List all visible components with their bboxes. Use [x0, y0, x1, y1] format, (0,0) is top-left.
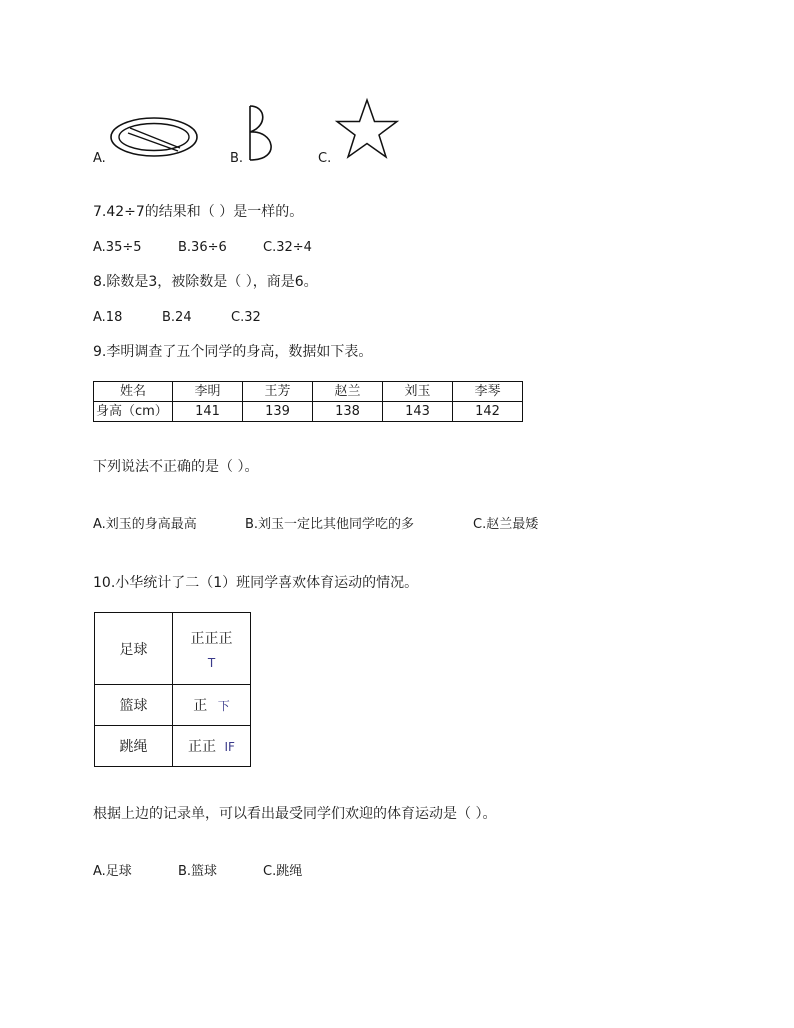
tally-marks: 正正正: [190, 630, 233, 647]
table-row: [94, 402, 523, 422]
q10-option-b: B.篮球: [178, 864, 218, 879]
tally-cell: [173, 726, 251, 767]
q9-option-a: A.刘玉的身高最高: [93, 517, 197, 532]
q7-option-a: A.35÷5: [93, 240, 142, 255]
q10-option-a: A.足球: [93, 864, 132, 879]
table-cell: 王芳: [243, 382, 313, 402]
table-row: [95, 726, 251, 767]
table-cell: 刘玉: [383, 382, 453, 402]
sport-cell: 跳绳: [95, 726, 173, 767]
q7-stem: 7.42÷7的结果和（ ）是一样的。: [93, 204, 304, 220]
star-shape: [334, 97, 400, 161]
q7-option-b: B.36÷6: [178, 240, 227, 255]
table-row: [95, 613, 251, 685]
tally-cell: [173, 613, 251, 685]
sport-cell: 足球: [95, 613, 173, 685]
table-cell: 赵兰: [313, 382, 383, 402]
q10-question: 根据上边的记录单，可以看出最受同学们欢迎的体育运动是（ ）。: [93, 806, 497, 822]
table-cell: 139: [243, 402, 313, 422]
tally-partial-mark: T: [207, 655, 216, 670]
prohibition-sign-shape: [108, 114, 200, 160]
tally-marks: 正: [193, 698, 208, 714]
q6-option-c-label: C.: [318, 151, 332, 166]
table-cell: 143: [383, 402, 453, 422]
tally-cell: [173, 685, 251, 726]
q8-option-b: B.24: [162, 310, 192, 325]
tally-marks: 正正: [188, 739, 217, 755]
table-cell: 李琴: [453, 382, 523, 402]
sport-cell: 篮球: [95, 685, 173, 726]
table-cell: 身高（cm）: [94, 402, 173, 422]
q9-option-b: B.刘玉一定比其他同学吃的多: [245, 517, 415, 532]
q6-option-a-label: A.: [93, 151, 106, 166]
table-cell: 138: [313, 402, 383, 422]
table-cell: 141: [173, 402, 243, 422]
q6-option-b-label: B.: [230, 151, 244, 166]
height-table: [93, 381, 523, 422]
q8-stem: 8.除数是3，被除数是（ ），商是6。: [93, 274, 318, 290]
letter-b-shape: [244, 104, 284, 162]
q10-option-c: C.跳绳: [263, 864, 303, 879]
tally-partial-mark: 下: [217, 699, 230, 713]
tally-partial-mark: IF: [224, 740, 235, 754]
table-row: [94, 382, 523, 402]
q9-option-c: C.赵兰最矮: [473, 517, 539, 532]
table-row: [95, 685, 251, 726]
q7-option-c: C.32÷4: [263, 240, 312, 255]
table-cell: 李明: [173, 382, 243, 402]
q9-stem: 9.李明调查了五个同学的身高，数据如下表。: [93, 344, 373, 360]
q9-question: 下列说法不正确的是（ ）。: [93, 459, 259, 475]
table-cell: 姓名: [94, 382, 173, 402]
q10-stem: 10.小华统计了二（1）班同学喜欢体育运动的情况。: [93, 575, 419, 591]
q8-option-a: A.18: [93, 310, 123, 325]
table-cell: 142: [453, 402, 523, 422]
q8-option-c: C.32: [231, 310, 261, 325]
tally-table: [94, 612, 251, 767]
